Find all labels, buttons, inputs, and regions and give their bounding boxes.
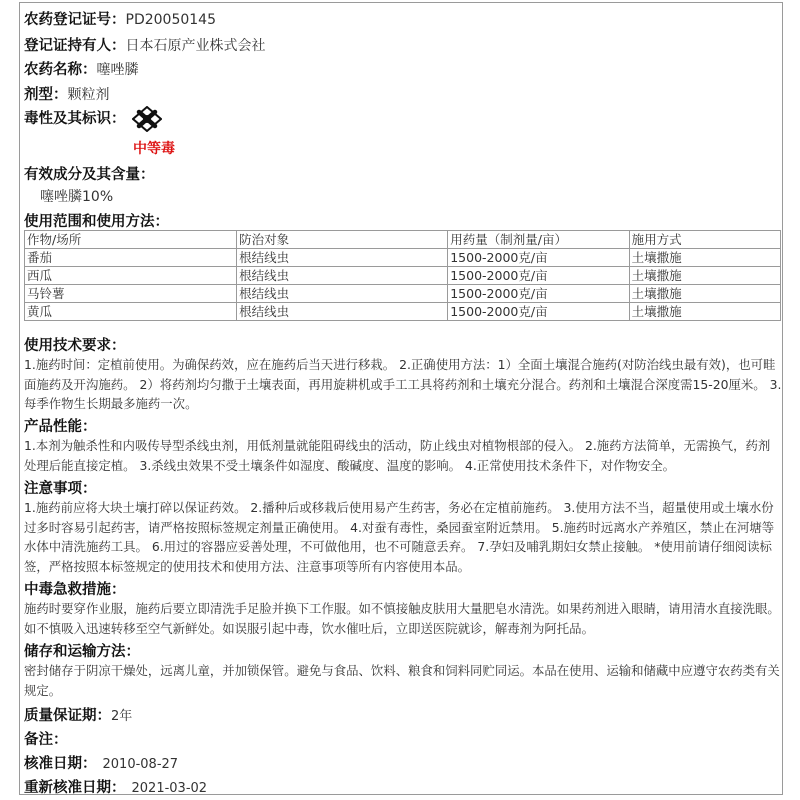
approval-label: 核准日期： xyxy=(24,756,97,772)
table-row xyxy=(25,285,781,303)
cell-target: 根结线虫 xyxy=(237,285,448,303)
warranty-value: 2年 xyxy=(111,709,133,724)
holder-row xyxy=(24,34,266,55)
header-target: 防治对象 xyxy=(237,231,448,249)
reapproval-row xyxy=(24,776,207,797)
tech-text: 1.施药时间：定植前使用。为确保药效，应在施药后当天进行移栽。 2.正确使用方法：1）全面土壤混合施药(对防治线虫最有效)，也可畦面施药及开沟施药。 2）将药剂均匀撒于土壤表面，再用旋耕机或手工工具将药剂和土壤充分混合。药剂和土壤混合深度需15-20厘米。 3.每季作物生长期最多施药一次。 xyxy=(24,357,782,411)
performance-label: 产品性能： xyxy=(24,419,97,435)
cell-target: 根结线虫 xyxy=(237,303,448,321)
cell-dosage: 1500-2000克/亩 xyxy=(448,303,629,321)
firstaid-heading-row xyxy=(24,578,126,599)
performance-heading-row xyxy=(24,415,97,436)
notes-text: 1.施药前应将大块土壤打碎以保证药效。 2.播种后或移栽后使用易产生药害，务必在定植前施药。 3.使用方法不当，超量使用或土壤水份过多时容易引起药害，请严格按照标签规定剂量正确使用。 4.对蚕有毒性，桑园蚕室附近禁用。 5.施药时远离水产养殖区，禁止在河塘等水体中清洗施药工具。 6.用过的容器应妥善处理，不可做他用，也不可随意丢弃。 7.孕妇及哺乳期妇女禁止接触。 *使用前请仔细阅读标签，严格按照本标签规定的使用技术和使用方法、注意事项等所有内容使用本品。 xyxy=(24,500,775,574)
cell-crop: 马铃薯 xyxy=(25,285,237,303)
table-row xyxy=(25,249,781,267)
storage-heading-row xyxy=(24,640,140,661)
storage-text: 密封储存于阴凉干燥处，远离儿童，并加锁保管。避免与食品、饮料、粮食和饲料同贮同运。本品在使用、运输和储藏中应遵守农药类有关规定。 xyxy=(24,663,780,698)
header-dosage: 用药量（制剂量/亩） xyxy=(448,231,629,249)
formulation-value: 颗粒剂 xyxy=(67,87,110,103)
cell-dosage: 1500-2000克/亩 xyxy=(448,267,629,285)
cell-dosage: 1500-2000克/亩 xyxy=(448,249,629,267)
table-row xyxy=(25,303,781,321)
reg-no-value: PD20050145 xyxy=(125,12,216,28)
toxicity-label: 毒性及其标识： xyxy=(24,111,126,127)
cell-crop: 黄瓜 xyxy=(25,303,237,321)
approval-row xyxy=(24,752,178,773)
cell-target: 根结线虫 xyxy=(237,267,448,285)
holder-label: 登记证持有人： xyxy=(24,38,126,54)
reg-no-label: 农药登记证号： xyxy=(24,12,126,28)
hazard-skull-diamond-icon xyxy=(132,106,162,132)
name-value: 噻唑膦 xyxy=(96,62,139,78)
remarks-row xyxy=(24,728,68,749)
formulation-row xyxy=(24,83,110,104)
tech-label: 使用技术要求： xyxy=(24,338,126,354)
warranty-label: 质量保证期： xyxy=(24,708,111,724)
name-row xyxy=(24,58,139,79)
cell-dosage: 1500-2000克/亩 xyxy=(448,285,629,303)
cell-crop: 番茄 xyxy=(25,249,237,267)
usage-label: 使用范围和使用方法： xyxy=(24,214,169,230)
cell-crop: 西瓜 xyxy=(25,267,237,285)
toxicity-row xyxy=(24,107,126,128)
table-row xyxy=(25,267,781,285)
reapproval-value: 2021-03-02 xyxy=(131,781,208,796)
ingredient-label: 有效成分及其含量： xyxy=(24,167,155,183)
reg-no-row xyxy=(24,8,216,29)
tech-heading-row xyxy=(24,334,126,355)
header-crop: 作物/场所 xyxy=(25,231,237,249)
approval-value: 2010-08-27 xyxy=(102,757,179,772)
ingredient-row xyxy=(24,163,155,184)
firstaid-label: 中毒急救措施： xyxy=(24,582,126,598)
cell-method: 土壤撒施 xyxy=(629,267,780,285)
cell-method: 土壤撒施 xyxy=(629,303,780,321)
table-header-row xyxy=(25,231,781,249)
usage-table xyxy=(24,230,781,321)
usage-row xyxy=(24,210,169,231)
performance-text: 1.本剂为触杀性和内吸传导型杀线虫剂，用低剂量就能阻碍线虫的活动，防止线虫对植物根部的侵入。 2.施药方法简单，无需换气，药剂处理后能直接定植。 3.杀线虫效果不受土壤条件如湿度、酸碱度、温度的影响。 4.正常使用技术条件下，对作物安全。 xyxy=(24,438,771,473)
ingredient-value: 噻唑膦10% xyxy=(40,189,114,205)
header-method: 施用方式 xyxy=(629,231,780,249)
warranty-row xyxy=(24,704,132,725)
toxicity-level: 中等毒 xyxy=(133,141,175,157)
holder-value: 日本石原产业株式会社 xyxy=(125,38,266,54)
storage-label: 储存和运输方法： xyxy=(24,644,140,660)
remarks-label: 备注： xyxy=(24,732,68,748)
cell-method: 土壤撒施 xyxy=(629,285,780,303)
name-label: 农药名称： xyxy=(24,62,97,78)
notes-heading-row xyxy=(24,477,97,498)
cell-method: 土壤撒施 xyxy=(629,249,780,267)
formulation-label: 剂型： xyxy=(24,87,68,103)
ingredient-value-row xyxy=(40,186,113,206)
cell-target: 根结线虫 xyxy=(237,249,448,267)
reapproval-label: 重新核准日期： xyxy=(24,780,126,796)
firstaid-text: 施药时要穿作业服，施药后要立即清洗手足脸并换下工作服。如不慎接触皮肤用大量肥皂水清洗。如果药剂进入眼睛，请用清水直接洗眼。如不慎吸入迅速转移至空气新鲜处。如误服引起中毒，饮水催吐后，立即送医院就诊，解毒剂为阿托品。 xyxy=(24,601,780,636)
notes-label: 注意事项： xyxy=(24,481,97,497)
